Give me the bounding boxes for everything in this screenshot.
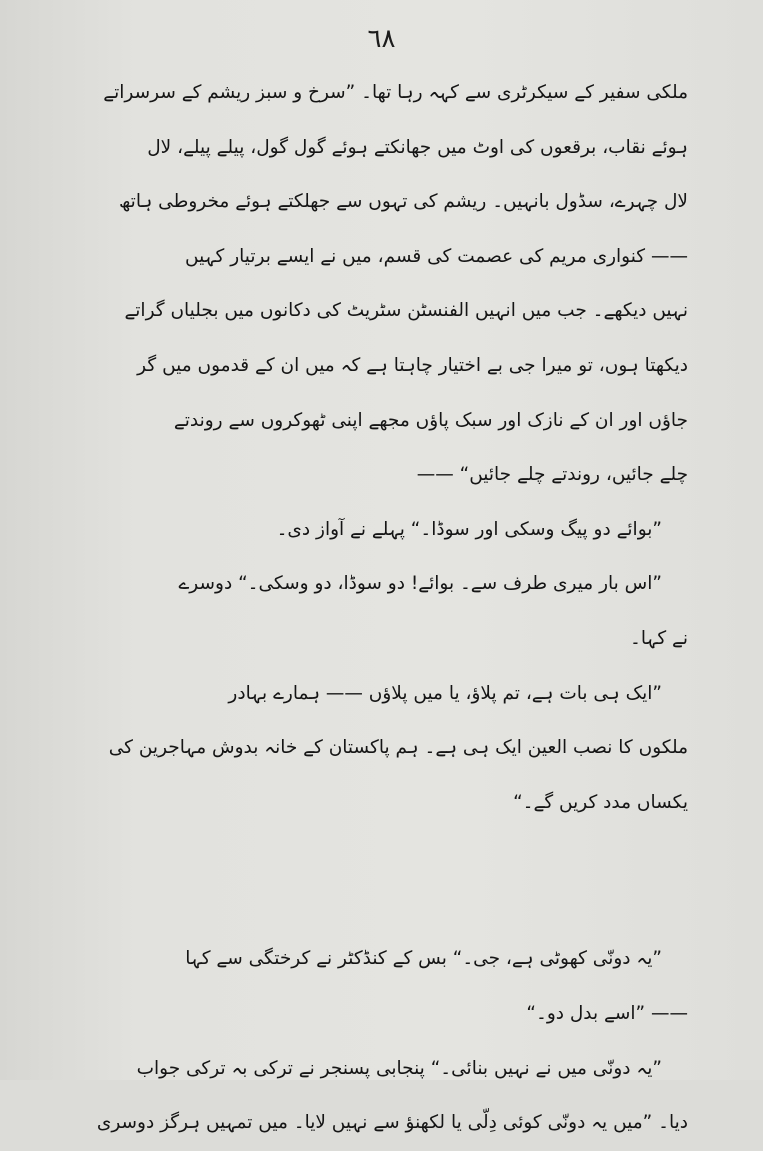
text-line: ”اس بار میری طرف سے۔ بوائے! دو سوڈا، دو وسکی۔“ دوسرے bbox=[178, 573, 662, 595]
text-line: ”بوائے دو پیگ وسکی اور سوڈا۔“ پہلے نے آواز دی۔ bbox=[276, 518, 662, 540]
page-text bbox=[96, 66, 688, 1151]
text-line: —— ”اسے بدل دو۔“ bbox=[526, 1002, 688, 1024]
text-line: ”یہ دونّی میں نے نہیں بنائی۔“ پنجابی پسنجر نے ترکی بہ ترکی جواب bbox=[136, 1057, 662, 1079]
page-number: ٦٨ bbox=[367, 24, 396, 54]
text-line: دیا۔ ”میں یہ دونّی کوئی دِلّی یا لکھنؤ سے نہیں لایا۔ میں تمہیں ہرگز دوسری bbox=[96, 1112, 688, 1134]
text-line: جاؤں اور ان کے نازک اور سبک پاؤں مجھے اپنی ٹھوکروں سے روندتے bbox=[173, 409, 688, 431]
text-line: ہوئے نقاب، برقعوں کی اوٹ میں جھانکتے ہوئے گول گول، پیلے پیلے، لال bbox=[147, 136, 688, 158]
text-line: ملکی سفیر کے سیکرٹری سے کہہ رہا تھا۔ ”سرخ و سبز ریشم کے سرسراتے bbox=[103, 82, 688, 103]
section-gap bbox=[118, 830, 688, 932]
text-line: چلے جائیں، روندتے چلے جائیں“ —— bbox=[416, 464, 688, 486]
text-line: ”ایک ہی بات ہے، تم پلاؤ، یا میں پلاؤں —— ہمارے بہادر bbox=[228, 682, 662, 704]
text-line: —— کنواری مریم کی عصمت کی قسم، میں نے ایسے برتیار کہیں bbox=[185, 245, 688, 267]
paragraph-1 bbox=[103, 66, 688, 503]
paragraph-3 bbox=[96, 932, 688, 1150]
text-line: یکساں مدد کریں گے۔“ bbox=[513, 791, 688, 813]
text-line: لال چہرے، سڈول بانہیں۔ ریشم کی تہوں سے جھلکتے ہوئے مخروطی ہاتھ bbox=[118, 191, 688, 213]
text-line: ملکوں کا نصب العین ایک ہی ہے۔ ہم پاکستان کے خانہ بدوش مہاجرین کی bbox=[108, 737, 688, 759]
paragraph-2 bbox=[108, 503, 688, 831]
text-line: نہیں دیکھے۔ جب میں انہیں الفنسٹن سٹریٹ کی دکانوں میں بجلیاں گراتے bbox=[124, 300, 688, 322]
text-line: نے کہا۔ bbox=[630, 627, 688, 649]
text-line: دیکھتا ہوں، تو میرا جی بے اختیار چاہتا ہے کہ میں ان کے قدموں میں گر bbox=[137, 354, 688, 376]
text-line: ”یہ دونّی کھوٹی ہے، جی۔“ بس کے کنڈکٹر نے کرختگی سے کہا bbox=[185, 948, 662, 970]
